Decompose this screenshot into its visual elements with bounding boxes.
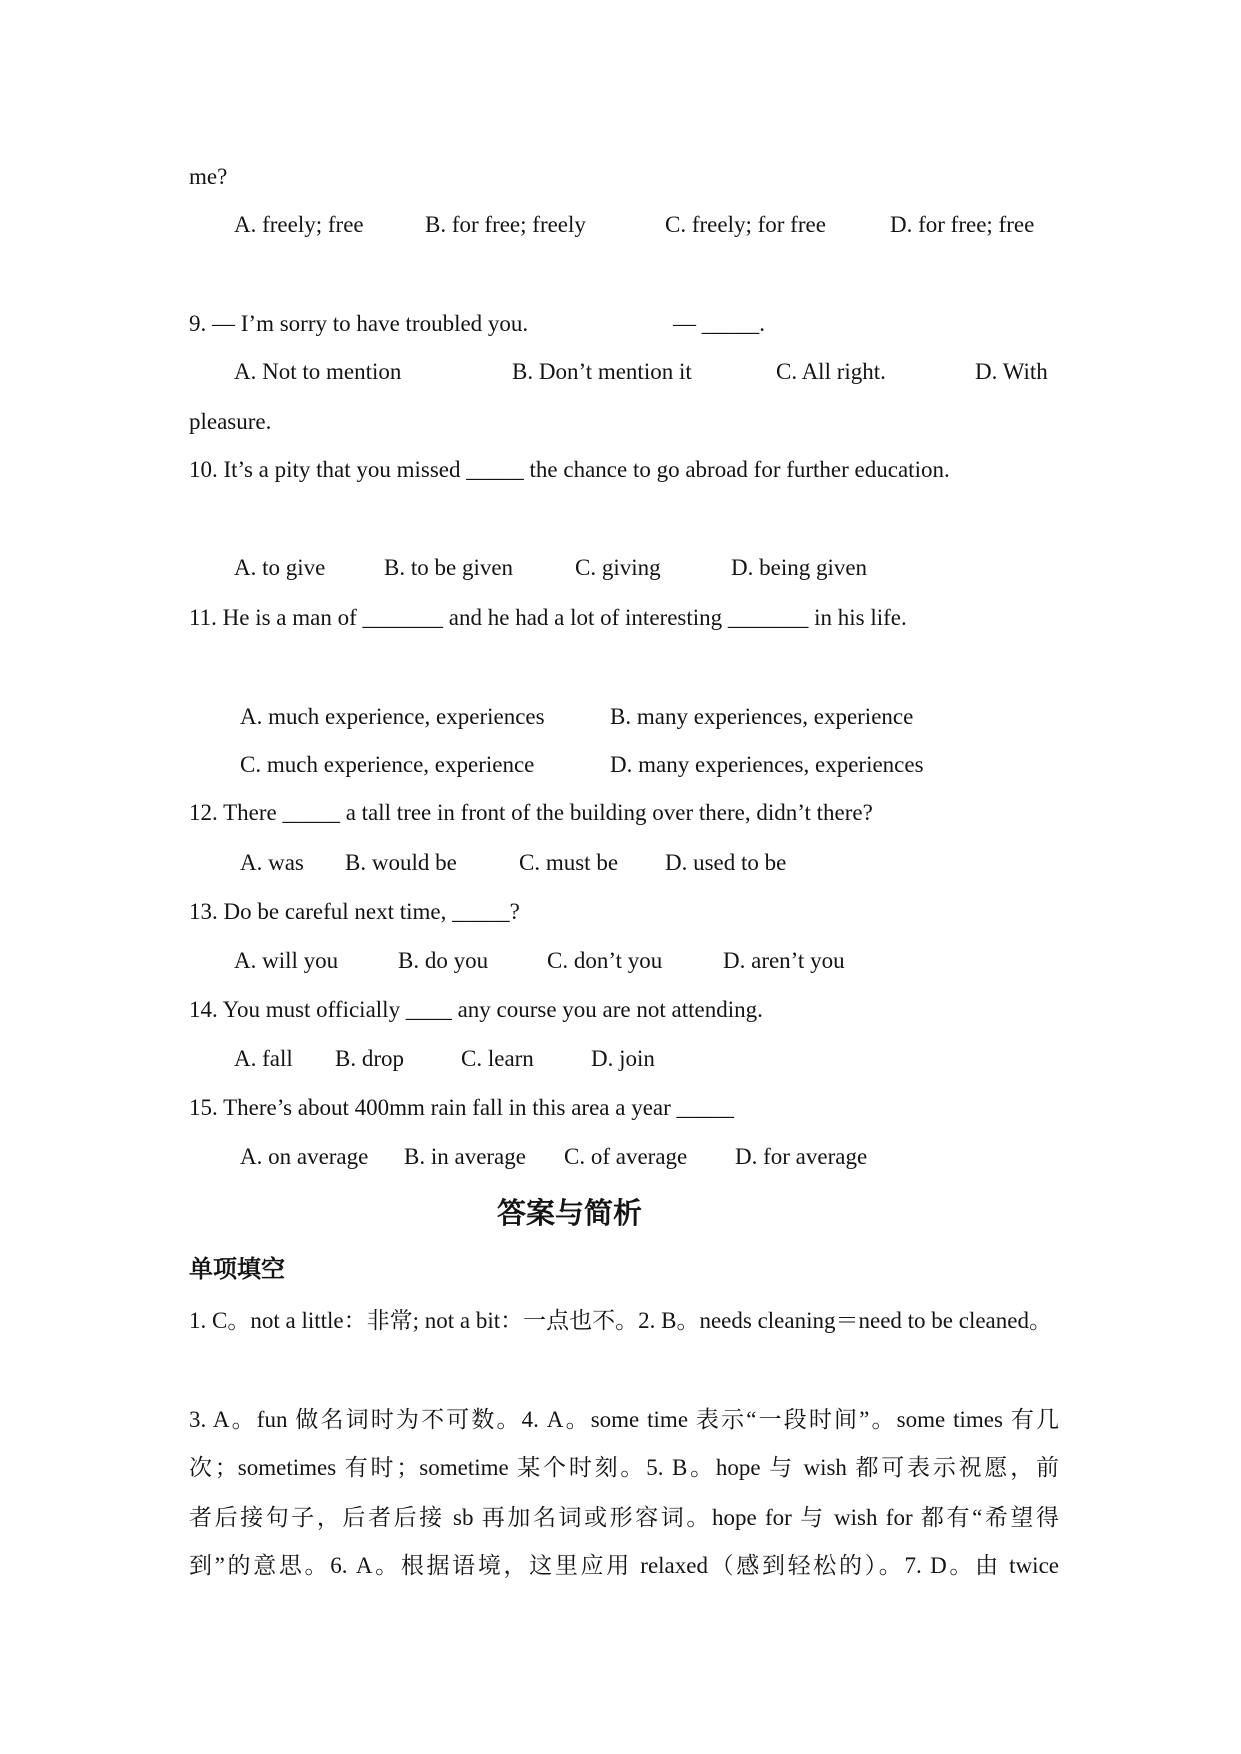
- question-11-option-d: D. many experiences, experiences: [610, 752, 924, 777]
- question-11-options-row-2: [0, 750, 1241, 780]
- question-9-option-b: B. Don’t mention it: [512, 359, 692, 384]
- question-15-option-d: D. for average: [735, 1144, 868, 1169]
- question-15-option-b: B. in average: [404, 1144, 526, 1169]
- question-9-option-d-wrap: pleasure.: [189, 409, 272, 434]
- question-8-stem-line: [0, 162, 1241, 192]
- answer-paragraph-line: 者后接句子，后者后接 sb 再加名词或形容词。hope for 与 wish for 都有“希望得: [189, 1505, 1059, 1530]
- answers-heading: 答案与简析: [497, 1198, 643, 1230]
- question-8-option-b: B. for free; freely: [425, 212, 586, 237]
- question-13-stem: 13. Do be careful next time, _____?: [189, 899, 520, 924]
- question-9-stem: 9. — I’m sorry to have troubled you.: [189, 311, 529, 336]
- question-14-option-a: A. fall: [234, 1046, 293, 1071]
- question-11-stem: 11. He is a man of _______ and he had a lot of interesting _______ in his life.: [189, 605, 907, 630]
- question-9-option-c: C. All right.: [776, 359, 886, 384]
- question-8-stem: me?: [189, 164, 228, 189]
- question-13-stem-line: [0, 897, 1241, 927]
- question-10-option-d: D. being given: [731, 555, 868, 580]
- answer-paragraph-line: 3. A。fun 做名词时为不可数。4. A。some time 表示“一段时间”。some times 有几: [189, 1407, 1059, 1432]
- question-15-options: [0, 1142, 1241, 1172]
- question-13-option-c: C. don’t you: [547, 948, 663, 973]
- question-15-option-a: A. on average: [240, 1144, 369, 1169]
- question-12-option-c: C. must be: [519, 850, 619, 875]
- question-11-option-c: C. much experience, experience: [240, 752, 535, 777]
- question-13-option-b: B. do you: [398, 948, 489, 973]
- question-8-option-d: D. for free; free: [890, 212, 1035, 237]
- question-9-option-wrap-line: [0, 407, 1241, 437]
- question-13-options: [0, 946, 1241, 976]
- question-14-option-b: B. drop: [335, 1046, 404, 1071]
- question-10-stem-line: [0, 455, 1241, 485]
- question-12-option-d: D. used to be: [665, 850, 787, 875]
- question-11-option-a: A. much experience, experiences: [240, 704, 545, 729]
- question-11-stem-line: [0, 603, 1241, 633]
- question-14-options: [0, 1044, 1241, 1074]
- question-9-options: [0, 357, 1241, 387]
- question-9-option-d: D. With: [975, 359, 1048, 384]
- question-12-options: [0, 848, 1241, 878]
- question-11-options-row-1: [0, 702, 1241, 732]
- answer-paragraph-line: 到”的意思。6. A。根据语境，这里应用 relaxed（感到轻松的）。7. D。由 twice: [189, 1553, 1059, 1578]
- question-10-options: [0, 553, 1241, 583]
- question-10-stem: 10. It’s a pity that you missed _____ the chance to go abroad for further education.: [189, 457, 950, 482]
- question-14-stem: 14. You must officially ____ any course you are not attending.: [189, 997, 763, 1022]
- question-10-option-a: A. to give: [234, 555, 326, 580]
- question-8-option-a: A. freely; free: [234, 212, 364, 237]
- question-13-option-a: A. will you: [234, 948, 339, 973]
- question-12-stem-line: [0, 798, 1241, 828]
- answer-line-1: [0, 1306, 1241, 1336]
- question-9-reply: — _____.: [673, 311, 765, 336]
- question-15-stem: 15. There’s about 400mm rain fall in this area a year _____: [189, 1095, 735, 1120]
- question-14-option-d: D. join: [591, 1046, 655, 1071]
- question-12-option-b: B. would be: [345, 850, 457, 875]
- question-15-stem-line: [0, 1093, 1241, 1123]
- question-10-option-b: B. to be given: [384, 555, 514, 580]
- question-10-option-c: C. giving: [575, 555, 661, 580]
- question-14-option-c: C. learn: [461, 1046, 534, 1071]
- question-15-option-c: C. of average: [564, 1144, 688, 1169]
- question-8-options: [0, 210, 1241, 240]
- answers-section-title: 单项填空: [189, 1257, 285, 1283]
- question-12-option-a: A. was: [240, 850, 304, 875]
- question-8-option-c: C. freely; for free: [665, 212, 826, 237]
- answer-text-1: 1. C。not a little：非常; not a bit：一点也不。2. B。needs cleaning＝need to be cleaned。: [189, 1308, 1052, 1333]
- question-13-option-d: D. aren’t you: [723, 948, 845, 973]
- question-11-option-b: B. many experiences, experience: [610, 704, 914, 729]
- question-9-stem-line: [0, 309, 1241, 339]
- question-9-option-a: A. Not to mention: [234, 359, 402, 384]
- question-12-stem: 12. There _____ a tall tree in front of the building over there, didn’t there?: [189, 800, 873, 825]
- answer-paragraph-line: 次；sometimes 有时；sometime 某个时刻。5. B。hope 与 wish 都可表示祝愿，前: [189, 1455, 1059, 1480]
- question-14-stem-line: [0, 995, 1241, 1025]
